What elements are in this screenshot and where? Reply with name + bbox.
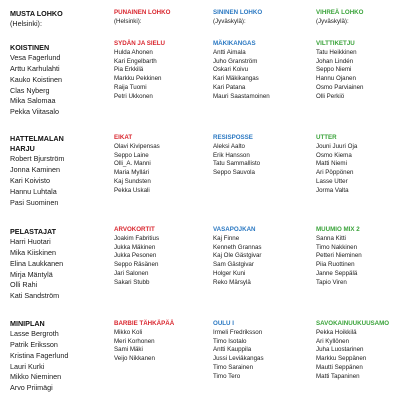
team-member: Kenneth Grannas <box>213 243 262 251</box>
team-member: Ari Pöppönen <box>316 169 354 177</box>
team-member: Veijo Nikkanen <box>114 355 155 363</box>
team-name: BARBIE TÄHKÄPÄÄ <box>114 320 175 327</box>
team-member: Ari Kyllönen <box>316 337 350 345</box>
team-member: Seppo Laine <box>114 151 149 159</box>
team-name: VILTTIKETJU <box>316 40 355 47</box>
team-member: Jorma Valta <box>316 186 349 194</box>
team-member: Harri Huotari <box>10 237 51 247</box>
team-group <box>316 134 357 196</box>
team-member: Juha Luostarinen <box>316 346 364 354</box>
team-member: Arvo Priimägi <box>10 383 53 393</box>
team-member: Olli Rahi <box>10 280 38 290</box>
team-member: Kati Sandström <box>10 291 60 301</box>
team-member: Lasse Utter <box>316 177 348 185</box>
block-title: MUSTA LOHKO <box>10 9 63 18</box>
team-member: Janne Seppälä <box>316 269 358 277</box>
team-member: Piia Ruottinen <box>316 261 355 269</box>
team-member: Osmo Parviainen <box>316 83 364 91</box>
team-group <box>213 320 264 382</box>
team-group <box>213 134 260 178</box>
team-member: Elina Laukkanen <box>10 258 64 268</box>
team-member: Erik Hansson <box>213 151 250 159</box>
team-group <box>114 134 160 196</box>
team-member: Jari Salonen <box>114 269 149 277</box>
team-member: Mikko Koli <box>114 328 143 336</box>
team-member: Tatu Sammallisto <box>213 160 261 168</box>
team-group <box>114 226 159 288</box>
team-group <box>114 40 165 102</box>
team-member: Pekka Hoikkilä <box>316 328 357 336</box>
team-member: Seppo Sauvola <box>213 169 255 177</box>
team-member: Sami Mäki <box>114 346 143 354</box>
team-member: Pasi Suominen <box>10 197 59 207</box>
team-member: Pekka Viitasalo <box>10 107 60 117</box>
team-member: Meri Korhonen <box>114 337 155 345</box>
team-group <box>316 40 363 102</box>
block-location: (Jyväskylä): <box>213 17 246 25</box>
team-member: Sakari Stubb <box>114 278 150 286</box>
team-member: Timo Tero <box>213 372 241 380</box>
team-member: Matti Tapaninen <box>316 372 360 380</box>
team-name: MUUMIO MIX 2 <box>316 226 360 233</box>
team-member: Mirja Mäntylä <box>10 269 53 279</box>
team-member: Reko Märsylä <box>213 278 251 286</box>
team-member: Holger Kuni <box>213 269 246 277</box>
team-member: Olli Perkiö <box>316 92 345 100</box>
team-member: Kristina Fagerlund <box>10 350 69 360</box>
team-name: HATTELMALAN HARJU <box>10 134 64 154</box>
block-location: (Jyväskylä): <box>316 17 349 25</box>
team-name: ARVOKORTIT <box>114 226 155 233</box>
team-member: Maria Myllári <box>114 169 150 177</box>
team-member: Johan Lindén <box>316 57 354 65</box>
team-member: Mikko Nieminen <box>10 372 62 382</box>
team-member: Juho Granström <box>213 57 258 65</box>
team-member: Antti Aimala <box>213 48 246 56</box>
team-member: Tapio Viren <box>316 278 347 286</box>
team-name: SAVOKAINUUKUUSAMO <box>316 320 390 327</box>
team-member: Vesa Fagerlund <box>10 53 61 63</box>
team-member: Osmo Kiema <box>316 151 352 159</box>
team-group <box>10 319 68 394</box>
team-member: Kaj Finne <box>213 234 240 242</box>
team-member: Pekka Uskali <box>114 186 150 194</box>
team-member: Irmeli Fredriksson <box>213 328 263 336</box>
team-group <box>316 226 362 288</box>
team-member: Kaj Ole Gästgivar <box>213 252 262 260</box>
block-title: PUNAINEN LOHKO <box>114 9 171 16</box>
team-name: MINIPLAN <box>10 319 45 328</box>
team-member: Hulda Ahonen <box>114 48 153 56</box>
team-member: Seppo Niemi <box>316 66 352 74</box>
team-member: Sam Gästgivar <box>213 261 254 269</box>
block-header <box>316 9 363 26</box>
team-member: Kari Koivisto <box>10 176 50 185</box>
team-group <box>10 227 63 302</box>
team-member: Kari Mäkikangas <box>213 75 259 83</box>
team-member: Seppo Räsänen <box>114 261 159 269</box>
team-group <box>316 320 389 382</box>
team-member: Petri Ukkonen <box>114 92 153 100</box>
team-name: SYDÄN JA SIELU <box>114 40 165 47</box>
team-member: Robert Bjurström <box>10 154 65 164</box>
team-member: Clas Nyberg <box>10 85 50 95</box>
team-name: OULU I <box>213 320 234 327</box>
block-header <box>10 9 63 28</box>
team-member: Markku Seppänen <box>316 355 367 363</box>
block-title: VIHREÄ LOHKO <box>316 9 364 16</box>
team-member: Hannu Ojanen <box>316 75 356 83</box>
team-member: Raija Tuomi <box>114 83 147 91</box>
team-member: Oskari Koivu <box>213 66 249 74</box>
team-member: Markku Pekkinen <box>114 75 162 83</box>
team-member: Timo Nakkinen <box>316 243 358 251</box>
team-member: Kari Engelbarth <box>114 57 157 65</box>
team-name: RESISPOSSE <box>213 134 253 141</box>
team-name: KOISTINEN <box>10 43 50 52</box>
team-name: VASAPOJKAN <box>213 226 256 233</box>
team-member: Kari Patana <box>213 83 246 91</box>
team-member: Hannu Luhtala <box>10 186 57 196</box>
team-member: Jussi Leviäkangas <box>213 355 264 363</box>
team-member: Timo Sarainen <box>213 363 254 371</box>
team-member: Mika Salomaa <box>10 96 56 106</box>
team-member: Lauri Kurki <box>10 361 45 371</box>
team-member: Olli_A. Manni <box>114 160 151 168</box>
team-group <box>10 43 62 118</box>
block-title: SININEN LOHKO <box>213 9 263 16</box>
team-group <box>213 40 270 102</box>
team-member: Jukka Pesonen <box>114 252 157 260</box>
team-group <box>114 320 174 364</box>
team-member: Jouni Juuri Oja <box>316 142 358 150</box>
block-location: (Helsinki): <box>114 17 142 25</box>
team-member: Lasse Bergroth <box>10 329 59 339</box>
team-member: Patrik Eriksson <box>10 340 58 349</box>
block-location: (Helsinki): <box>10 18 42 28</box>
team-member: Olavi Kivipensas <box>114 142 160 150</box>
team-member: Matti Niemi <box>316 160 347 168</box>
block-header <box>114 9 170 26</box>
block-header <box>213 9 262 26</box>
team-member: Antti Kauppila <box>213 346 252 354</box>
team-member: Aleksi Aalto <box>213 142 245 150</box>
team-group <box>10 134 80 208</box>
team-member: Mika Kiiskinen <box>10 248 56 257</box>
team-member: Jukka Mäkinen <box>114 243 156 251</box>
team-member: Sanna Kitti <box>316 234 346 242</box>
team-member: Petteri Nieminen <box>316 252 362 260</box>
team-member: Kaj Sundsten <box>114 177 151 185</box>
team-member: Jonna Kaminen <box>10 165 60 175</box>
team-name: EIKAT <box>114 134 133 141</box>
team-group <box>213 226 262 288</box>
team-name: PELASTAJAT <box>10 227 57 236</box>
team-member: Kauko Koistinen <box>10 74 62 84</box>
team-member: Joakim Fabritius <box>114 234 160 242</box>
team-member: Mauri Saastamoinen <box>213 92 270 100</box>
team-name: MÄKIKANGAS <box>213 40 256 47</box>
team-member: Mautti Seppänen <box>316 363 363 371</box>
team-member: Tatu Heikkinen <box>316 48 357 56</box>
team-member: Pia Erkkilä <box>114 66 144 74</box>
team-member: Arttu Karhulahti <box>10 64 60 73</box>
team-name: UTTER <box>316 134 337 141</box>
team-member: Timo Isotalo <box>213 337 247 345</box>
